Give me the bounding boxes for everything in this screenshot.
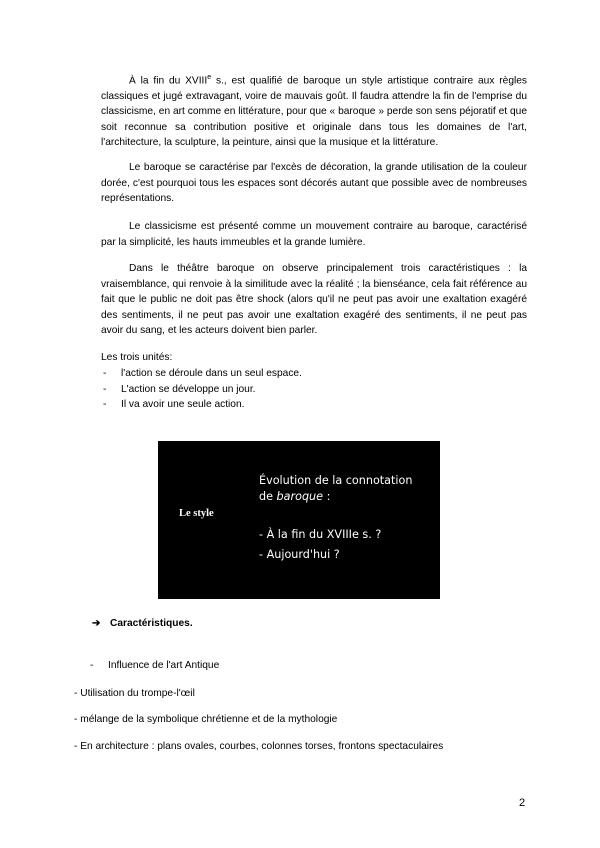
slide-title-line1: Évolution de la connotation: [259, 474, 413, 487]
list-item: - Influence de l'art Antique: [88, 658, 219, 674]
page-number: 2: [519, 797, 526, 809]
paragraph-classicisme: Le classicisme est présenté comme un mouvement contraire au baroque, caractérisé par la simplicité, les hauts immeubles et la grande lumière.: [101, 221, 527, 248]
list-item: - Aujourd'hui ?: [259, 545, 381, 565]
arrow-right-icon: ➔: [92, 618, 101, 629]
characteristic-item: - En architecture : plans ovales, courbes, colonnes torses, frontons spectaculaires: [74, 741, 444, 752]
list-item: - À la fin du XVIIIe s. ?: [259, 525, 381, 545]
slide-image: [158, 441, 440, 599]
characteristic-item: - mélange de la symbolique chrétienne et de la mythologie: [74, 714, 338, 725]
units-list: [101, 366, 302, 413]
list-item: - l'action se déroule dans un seul espace.: [101, 366, 302, 382]
paragraph-baroque: Le baroque se caractérise par l'excès de décoration, la grande utilisation de la couleur dorée, c'est pourquoi tous les espaces sont décorés autant que possible avec de nombreuses représentations.: [101, 162, 527, 204]
characteristics-first-list: [88, 658, 219, 674]
paragraph-intro: À la fin du XVIIIe s., est qualifié de baroque un style artistique contraire aux règles classiques et jugé extravagant, voire de mauvais goût. Il faudra attendre la fin de l'emprise du classicisme, en art comme en littérature, pour que « baroque » perde son sens péjoratif et que soit reconnue sa contribution positive et originale dans tous les domaines de l'art, l'architecture, la sculpture, la peinture, ainsi que la musique et la littérature.: [101, 74, 528, 149]
slide-list: [259, 525, 381, 565]
characteristics-heading: [92, 616, 193, 631]
characteristic-item: - Utilisation du trompe-l'œil: [74, 688, 195, 699]
slide-title-emphasis: baroque: [276, 490, 324, 503]
characteristics-title: Caractéristiques.: [110, 618, 193, 629]
list-item: - Il va avoir une seule action.: [101, 397, 302, 413]
slide-title: Évolution de la connotation de baroque :: [259, 474, 413, 503]
units-heading: Les trois unités:: [101, 352, 173, 363]
list-item: - L'action se développe un jour.: [101, 382, 302, 398]
paragraph-theatre: Dans le théâtre baroque on observe principalement trois caractéristiques : la vraisemblance, qui renvoie à la similitude avec la réalité ; la bienséance, cela fait référence au fait que le public ne doit pas être shock (alors qu'il ne peut pas avoir une exaltation exagéré des sentiments, il ne peut pas avoir une exaltation exagéré des sentiments, il ne peut pas avoir du sang, et les acteurs doivent bien parler.: [101, 263, 527, 336]
slide-label: Le style: [179, 508, 214, 519]
